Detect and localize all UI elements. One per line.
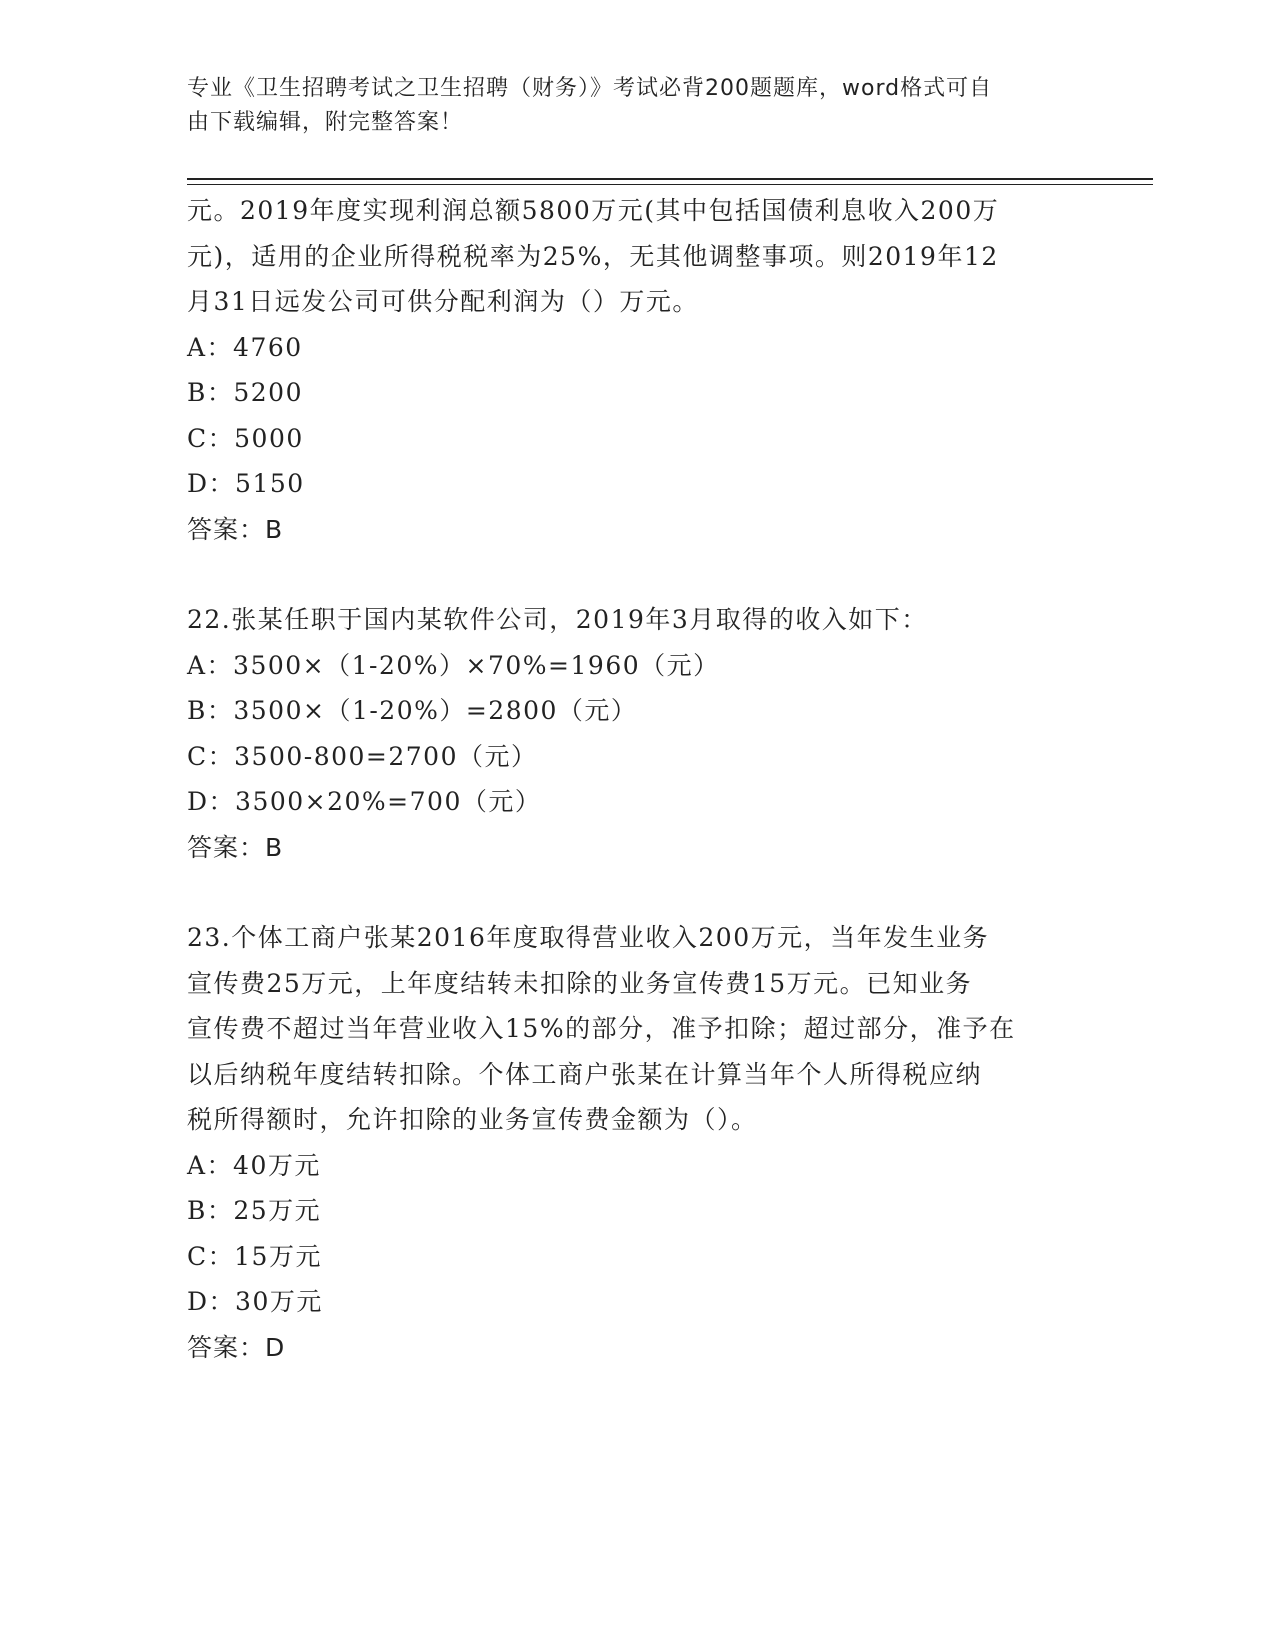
option-a: A：3500×（1-20%）×70%=1960（元） <box>187 650 720 680</box>
spacer <box>187 870 1087 915</box>
question-stem-line: 税所得额时，允许扣除的业务宣传费金额为（）。 <box>187 1105 758 1134</box>
option-c: C：3500-800=2700（元） <box>187 741 538 771</box>
header-divider-thin <box>187 184 1153 185</box>
question-stem-line: 月31日远发公司可供分配利润为（）万元。 <box>187 287 699 316</box>
header-line-2: 由下载编辑，附完整答案！ <box>187 110 464 135</box>
question-stem-line: 宣传费25万元，上年度结转未扣除的业务宣传费15万元。已知业务 <box>187 968 973 998</box>
question-stem-line: 宣传费不超过当年营业收入15%的部分，准予扣除；超过部分，准予在 <box>187 1014 1016 1043</box>
option-d: D：30万元 <box>187 1287 323 1316</box>
spacer <box>187 552 1087 597</box>
option-b: B：25万元 <box>187 1196 322 1225</box>
option-c: C：15万元 <box>187 1241 322 1271</box>
document-header <box>187 72 1067 140</box>
answer-line: 答案：B <box>187 514 284 544</box>
question-stem-line: 元。2019年度实现利润总额5800万元(其中包括国债利息收入200万 <box>187 196 1000 225</box>
question-list <box>187 188 1087 1370</box>
question-stem-line: 元)，适用的企业所得税税率为25%，无其他调整事项。则2019年12 <box>187 241 999 271</box>
answer-line: 答案：D <box>187 1332 286 1362</box>
question-stem-line: 22.张某任职于国内某软件公司，2019年3月取得的收入如下： <box>187 605 928 634</box>
option-a: A：4760 <box>187 332 303 362</box>
header-line-1: 专业《卫生招聘考试之卫生招聘（财务）》考试必背200题题库，word格式可自 <box>187 76 993 101</box>
option-b: B：5200 <box>187 378 303 407</box>
option-d: D：5150 <box>187 469 305 498</box>
option-a: A：40万元 <box>187 1150 321 1180</box>
question-stem-line: 23.个体工商户张某2016年度取得营业收入200万元，当年发生业务 <box>187 923 990 952</box>
option-b: B：3500×（1-20%）=2800（元） <box>187 696 638 725</box>
question-block <box>187 188 1087 552</box>
question-block <box>187 597 1087 870</box>
header-divider-thick <box>187 178 1153 180</box>
question-stem-line: 以后纳税年度结转扣除。个体工商户张某在计算当年个人所得税应纳 <box>187 1059 983 1089</box>
option-d: D：3500×20%=700（元） <box>187 787 542 816</box>
question-block <box>187 915 1087 1370</box>
answer-line: 答案：B <box>187 832 284 862</box>
option-c: C：5000 <box>187 423 304 453</box>
